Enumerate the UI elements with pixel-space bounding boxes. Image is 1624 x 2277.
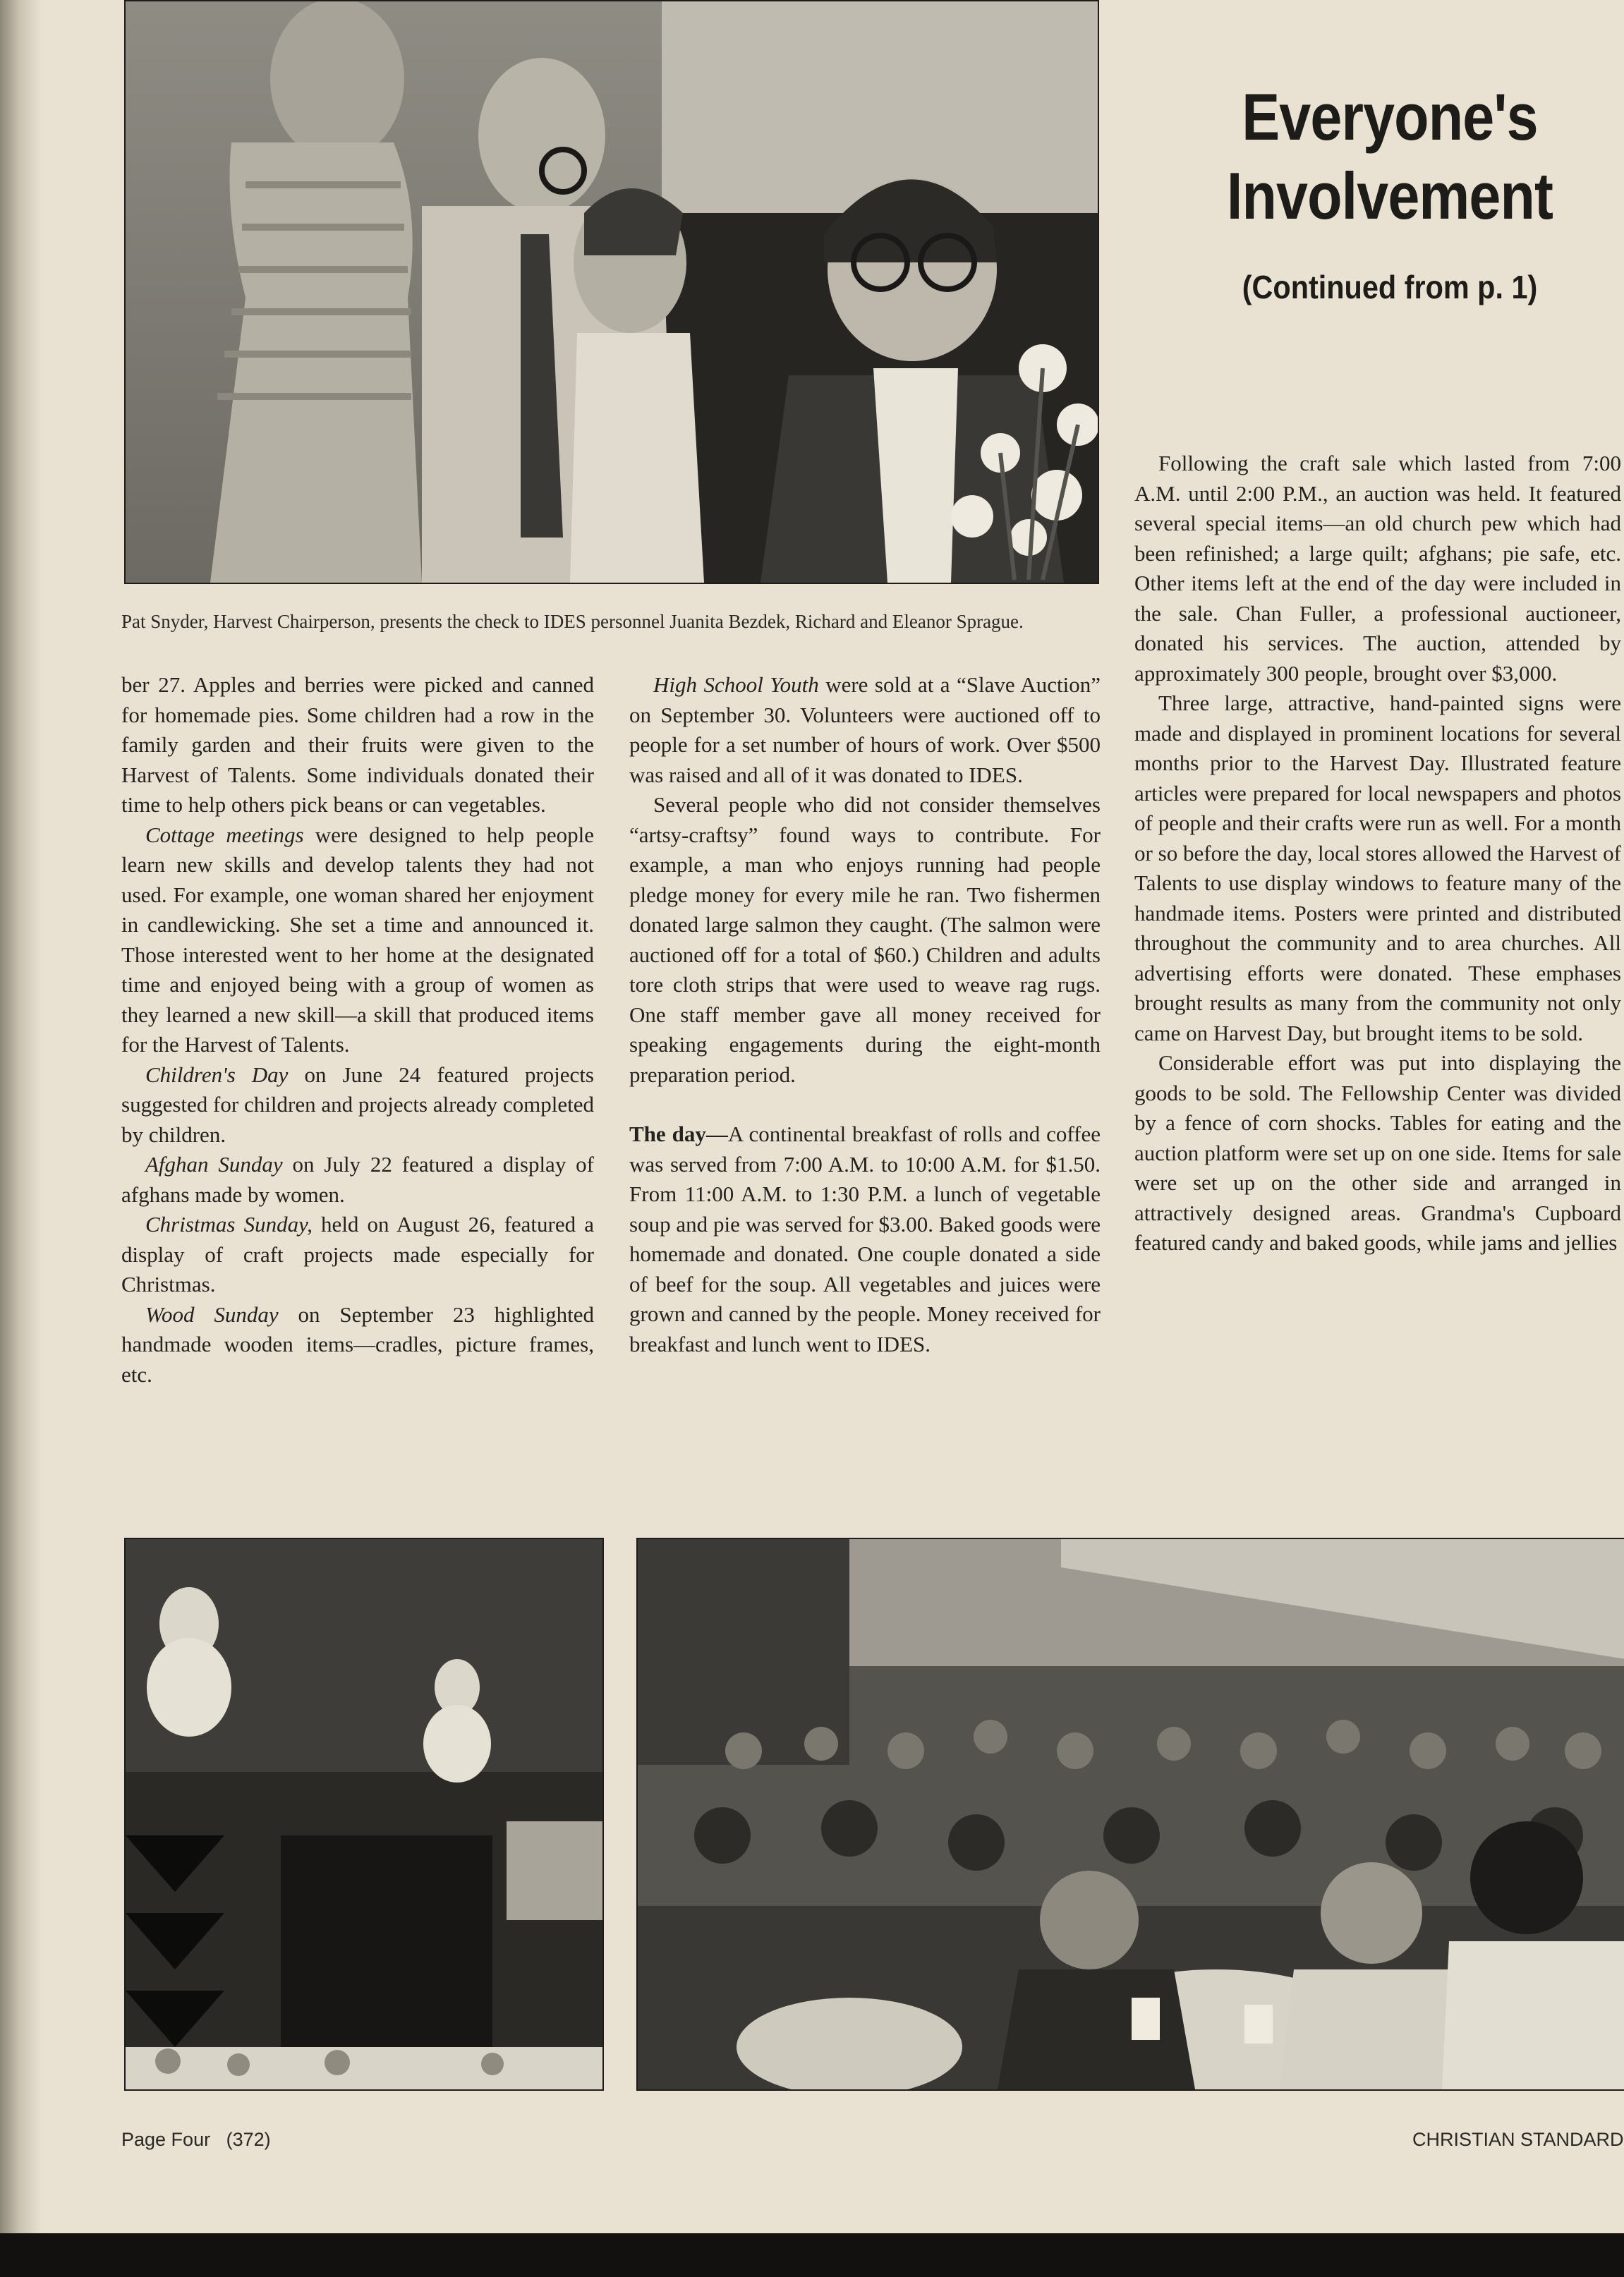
top-photo — [124, 0, 1099, 584]
paragraph: Following the craft sale which lasted from 7:00 A.M. until 2:00 P.M., an auction was held. It featured several special items—an old church pew which had been refinished; a large quilt; afghans; pie safe, etc. Other items left at the end of the day were included in the sale. Chan Fuller, a professional auctioneer, donated his services. The auction, attended by approximately 300 people, brought over $3,000. — [1134, 451, 1621, 686]
paragraph: Children's Day on June 24 featured projects suggested for children and projects already completed by children. — [121, 1062, 594, 1147]
paragraph: Afghan Sunday on July 22 featured a display of afghans made by women. — [121, 1152, 594, 1207]
paragraph-title: Christmas Sunday, — [145, 1212, 313, 1237]
bottom-left-photo — [124, 1538, 604, 2091]
craft-display-image — [126, 1539, 602, 2089]
continued-from-note: (Continued from p. 1) — [1242, 269, 1538, 305]
paragraph: Cottage meetings were designed to help people learn new skills and develop talents they had not used. For example, one woman shared her enjoyment in candlewicking. She set a time and announced it. Those interested went to her home at the designated time and enjoyed being with a group of women as they learned a new skill—a skill that produced items for the Harvest of Talents. — [121, 822, 594, 1057]
article-column-1 — [121, 670, 594, 1390]
paragraph: Considerable effort was put into displaying the goods to be sold. The Fellowship Center was divided by a fence of corn shocks. Tables for eating and the auction platform were set up on one side. Items for sale were set up on the other side and arranged in attractively designed areas. Grandma's Cupboard featured candy and baked goods, while jams and jellies — [1134, 1050, 1621, 1255]
paragraph-title: Wood Sunday — [145, 1301, 279, 1327]
paragraph: Several people who did not consider themselves “artsy-craftsy” found ways to contribute. For example, a man who enjoys running had people pledge money for every mile he ran. Two fishermen donated large salmon they caught. (The salmon were auctioned off for a total of $60.) Children and adults tore cloth strips that were used to weave rag rugs. One staff member gave all money received for speaking engagements during the eight-month preparation period. — [629, 792, 1101, 1087]
article-column-3 — [1134, 449, 1621, 1258]
paragraph-title: Cottage meetings — [145, 822, 304, 847]
scan-edge — [0, 2233, 1624, 2277]
article-column-2 — [629, 670, 1101, 1359]
paragraph: High School Youth were sold at a “Slave Auction” on September 30. Volunteers were auctioned off to people for a set number of hours of work. Over $500 was raised and all of it was donated to IDES. — [629, 672, 1101, 787]
publication-name: CHRISTIAN STANDARD — [1412, 2129, 1624, 2150]
section-heading: The day— — [629, 1122, 728, 1146]
bottom-right-photo — [636, 1538, 1624, 2091]
page-number: Page Four (372) — [121, 2129, 271, 2150]
paragraph-title: High School Youth — [653, 672, 819, 697]
paragraph: The day—A continental breakfast of rolls and coffee was served from 7:00 A.M. to 10:00 A.M. for $1.50. From 11:00 A.M. to 1:30 P.M. a lunch of vegetable soup and pie was served for $3.00. Baked goods were homemade and donated. One couple donated a side of beef for the soup. All vegetables and juices were grown and canned by the people. Money received for breakfast and lunch went to IDES. — [629, 1122, 1101, 1356]
paragraph-title: Children's Day — [145, 1062, 289, 1087]
dining-hall-image — [638, 1539, 1624, 2089]
paragraph: Three large, attractive, hand-painted signs were made and displayed in prominent locations for several months prior to the Harvest Day. Illustrated feature articles were prepared for local newspapers and photos of people and their crafts were run as well. For a month or so before the day, local stores allowed the Harvest of Talents to use display windows to feature many of the handmade items. Posters were printed and distributed throughout the community and to area churches. All advertising efforts were donated. These emphases brought results as many from the community not only came on Harvest Day, but brought items to be sold. — [1134, 691, 1621, 1045]
paragraph-title: Afghan Sunday — [145, 1152, 283, 1177]
paragraph: ber 27. Apples and berries were picked and canned for homemade pies. Some children had a row in the family garden and their fruits were given to the Harvest of Talents. Some individuals donated their time to help others pick beans or can vegetables. — [121, 672, 594, 817]
paragraph: Christmas Sunday, held on August 26, featured a display of craft projects made especially for Christmas. — [121, 1212, 594, 1297]
headline-line-1: Everyone's — [1242, 80, 1538, 154]
paragraph: Wood Sunday on September 23 highlighted handmade wooden items—cradles, picture frames, etc. — [121, 1301, 594, 1387]
binding-shadow — [0, 0, 42, 2277]
top-photo-image — [126, 1, 1098, 583]
photo-caption: Pat Snyder, Harvest Chairperson, presents the check to IDES personnel Juanita Bezdek, Richard and Eleanor Sprague. — [121, 611, 1024, 632]
headline — [1189, 78, 1590, 236]
headline-line-2: Involvement — [1226, 159, 1553, 233]
